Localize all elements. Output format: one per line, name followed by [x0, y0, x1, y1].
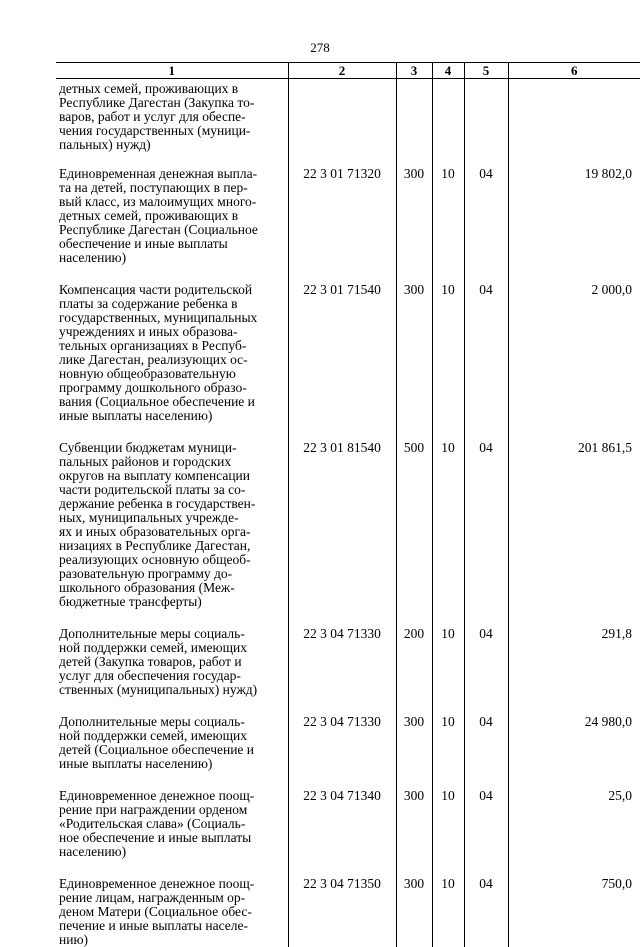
row-target-code: 22 3 04 71330 — [288, 715, 396, 789]
row-subsection: 04 — [464, 789, 508, 877]
description-line: иные выплаты населению) — [59, 409, 286, 423]
description-line: Дополнительные меры социаль- — [59, 715, 286, 729]
description-line: учреждениях и иных образова- — [59, 325, 286, 339]
description-line: лике Дагестан, реализующих ос- — [59, 353, 286, 367]
description-line: нию) — [59, 933, 286, 947]
row-subsection: 04 — [464, 715, 508, 789]
row-target-code: 22 3 04 71340 — [288, 789, 396, 877]
description-line: рение лицам, награжденным ор- — [59, 891, 286, 905]
description-line: Единовременное денежное поощ- — [59, 789, 286, 803]
row-description — [56, 167, 288, 283]
table-body — [56, 79, 640, 947]
header-col-5: 5 — [464, 63, 508, 79]
table-row — [56, 441, 640, 627]
row-section — [432, 79, 464, 168]
table-row — [56, 789, 640, 877]
budget-table — [56, 62, 640, 947]
row-section: 10 — [432, 877, 464, 947]
table-row — [56, 79, 640, 168]
description-line: пальных) нужд) — [59, 138, 286, 152]
row-section: 10 — [432, 627, 464, 715]
description-line: ной поддержки семей, имеющих — [59, 729, 286, 743]
row-expense-type: 300 — [396, 167, 432, 283]
description-line: ственных (муниципальных) нужд) — [59, 683, 286, 697]
row-section: 10 — [432, 715, 464, 789]
row-target-code: 22 3 04 71350 — [288, 877, 396, 947]
description-line: Республике Дагестан (Закупка то- — [59, 96, 286, 110]
row-expense-type: 300 — [396, 283, 432, 441]
row-amount: 25,0 — [508, 789, 640, 877]
description-line: ных, муниципальных учрежде- — [59, 511, 286, 525]
description-line: детей (Закупка товаров, работ и — [59, 655, 286, 669]
description-line: бюджетные трансферты) — [59, 595, 286, 609]
description-line: детных семей, проживающих в — [59, 82, 286, 96]
table-row — [56, 715, 640, 789]
row-expense-type: 300 — [396, 789, 432, 877]
description-line: чения государственных (муници- — [59, 124, 286, 138]
description-line: вый класс, из малоимущих много- — [59, 195, 286, 209]
row-target-code: 22 3 01 81540 — [288, 441, 396, 627]
row-amount — [508, 79, 640, 168]
description-line: Республике Дагестан (Социальное — [59, 223, 286, 237]
description-line: варов, работ и услуг для обеспе- — [59, 110, 286, 124]
row-subsection: 04 — [464, 167, 508, 283]
table-header-row — [56, 63, 640, 79]
row-description — [56, 79, 288, 168]
table-row — [56, 283, 640, 441]
description-line: вания (Социальное обеспечение и — [59, 395, 286, 409]
description-line: пальных районов и городских — [59, 455, 286, 469]
description-line: иные выплаты населению) — [59, 757, 286, 771]
description-line: держание ребенка в государствен- — [59, 497, 286, 511]
row-description — [56, 877, 288, 947]
description-line: школьного образования (Меж- — [59, 581, 286, 595]
description-line: Единовременная денежная выпла- — [59, 167, 286, 181]
description-line: печение и иные выплаты населе- — [59, 919, 286, 933]
header-col-1: 1 — [56, 63, 288, 79]
description-line: ной поддержки семей, имеющих — [59, 641, 286, 655]
description-line: низациях в Республике Дагестан, — [59, 539, 286, 553]
row-expense-type: 500 — [396, 441, 432, 627]
row-amount: 750,0 — [508, 877, 640, 947]
description-line: услуг для обеспечения государ- — [59, 669, 286, 683]
description-line: «Родительская слава» (Социаль- — [59, 817, 286, 831]
description-line: ное обеспечение и иные выплаты — [59, 831, 286, 845]
description-line: Дополнительные меры социаль- — [59, 627, 286, 641]
row-subsection: 04 — [464, 877, 508, 947]
row-amount: 2 000,0 — [508, 283, 640, 441]
description-line: разовательную программу до- — [59, 567, 286, 581]
description-line: платы за содержание ребенка в — [59, 297, 286, 311]
row-description — [56, 441, 288, 627]
description-line: государственных, муниципальных — [59, 311, 286, 325]
description-line: Субвенции бюджетам муници- — [59, 441, 286, 455]
description-line: тельных организациях в Респуб- — [59, 339, 286, 353]
row-subsection: 04 — [464, 283, 508, 441]
description-line: программу дошкольного образо- — [59, 381, 286, 395]
row-description — [56, 789, 288, 877]
row-expense-type: 200 — [396, 627, 432, 715]
description-line: рение при награждении орденом — [59, 803, 286, 817]
description-line: ях и иных образовательных орга- — [59, 525, 286, 539]
description-line: Компенсация части родительской — [59, 283, 286, 297]
row-amount: 291,8 — [508, 627, 640, 715]
description-line: детей (Социальное обеспечение и — [59, 743, 286, 757]
row-section: 10 — [432, 441, 464, 627]
header-col-6: 6 — [508, 63, 640, 79]
description-line: деном Матери (Социальное обес- — [59, 905, 286, 919]
row-amount: 201 861,5 — [508, 441, 640, 627]
description-line: округов на выплату компенсации — [59, 469, 286, 483]
page-number: 278 — [0, 40, 640, 56]
description-line: та на детей, поступающих в пер- — [59, 181, 286, 195]
description-line: новную общеобразовательную — [59, 367, 286, 381]
table-row — [56, 167, 640, 283]
row-subsection — [464, 79, 508, 168]
row-description — [56, 715, 288, 789]
header-col-3: 3 — [396, 63, 432, 79]
row-subsection: 04 — [464, 441, 508, 627]
description-line: детных семей, проживающих в — [59, 209, 286, 223]
row-section: 10 — [432, 167, 464, 283]
description-line: населению) — [59, 251, 286, 265]
description-line: Единовременное денежное поощ- — [59, 877, 286, 891]
row-target-code: 22 3 01 71320 — [288, 167, 396, 283]
row-expense-type: 300 — [396, 877, 432, 947]
description-line: обеспечение и иные выплаты — [59, 237, 286, 251]
row-amount: 19 802,0 — [508, 167, 640, 283]
row-description — [56, 627, 288, 715]
row-expense-type — [396, 79, 432, 168]
row-subsection: 04 — [464, 627, 508, 715]
row-expense-type: 300 — [396, 715, 432, 789]
row-target-code — [288, 79, 396, 168]
header-col-4: 4 — [432, 63, 464, 79]
row-section: 10 — [432, 789, 464, 877]
description-line: населению) — [59, 845, 286, 859]
header-col-2: 2 — [288, 63, 396, 79]
row-description — [56, 283, 288, 441]
description-line: реализующих основную общеоб- — [59, 553, 286, 567]
row-target-code: 22 3 04 71330 — [288, 627, 396, 715]
row-section: 10 — [432, 283, 464, 441]
table-row — [56, 877, 640, 947]
row-amount: 24 980,0 — [508, 715, 640, 789]
description-line: части родительской платы за со- — [59, 483, 286, 497]
budget-table-container — [56, 62, 640, 852]
table-row — [56, 627, 640, 715]
row-target-code: 22 3 01 71540 — [288, 283, 396, 441]
